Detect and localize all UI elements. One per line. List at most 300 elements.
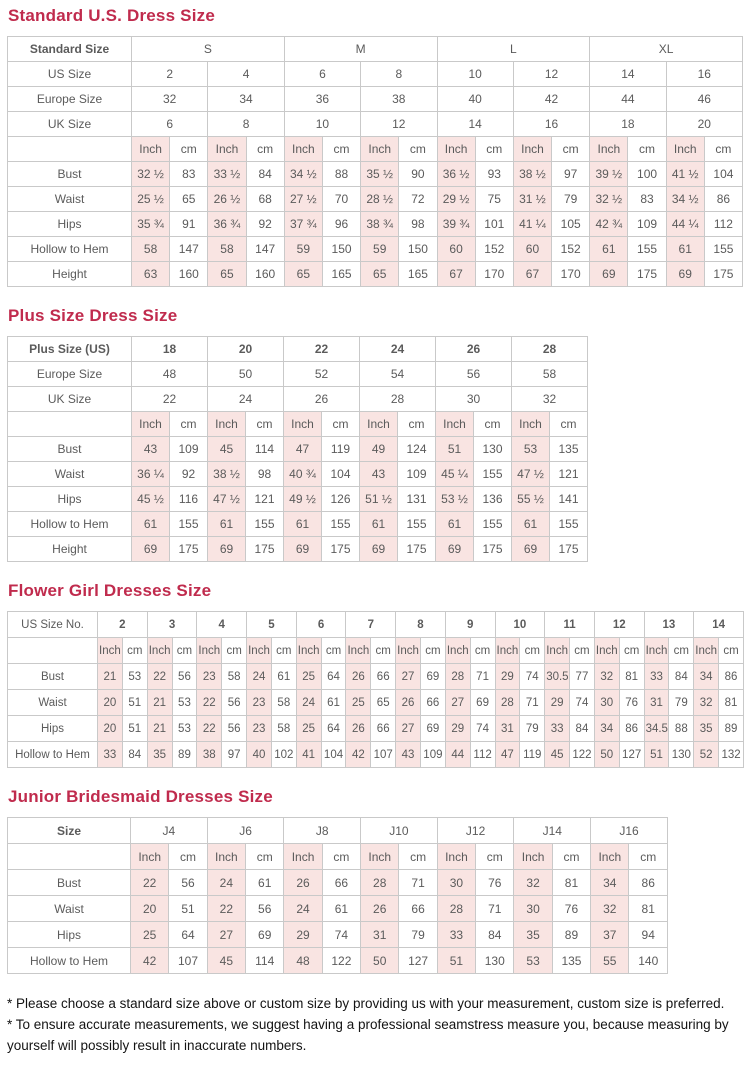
size-value-cell: 40 bbox=[437, 87, 513, 112]
inch-unit-header: Inch bbox=[284, 844, 322, 870]
measurement-inch-value: 69 bbox=[590, 262, 628, 287]
measurement-inch-value: 28 ½ bbox=[361, 187, 399, 212]
measurement-inch-value: 60 bbox=[437, 237, 475, 262]
measurement-inch-value: 26 bbox=[284, 870, 322, 896]
measurement-inch-value: 31 ½ bbox=[513, 187, 551, 212]
footnote-seamstress: * To ensure accurate measurements, we suggest having a professional seamstress measure you, because measuring by yourself will possibly result in inaccurate numbers. bbox=[7, 1017, 729, 1053]
measurement-cm-value: 53 bbox=[172, 716, 197, 742]
size-row-label: US Size bbox=[8, 62, 132, 87]
measurement-row-label: Bust bbox=[8, 437, 132, 462]
measurement-inch-value: 41 bbox=[296, 742, 321, 768]
flower-girl-dresses-size-table bbox=[7, 611, 744, 768]
size-value-cell: 32 bbox=[132, 87, 208, 112]
section-junior-bridesmaid-dresses-size bbox=[7, 787, 743, 974]
measurement-inch-value: 21 bbox=[98, 664, 123, 690]
measurement-row-label: Waist bbox=[8, 462, 132, 487]
measurement-cm-value: 64 bbox=[321, 664, 346, 690]
inch-unit-header: Inch bbox=[132, 412, 170, 437]
inch-unit-header: Inch bbox=[361, 844, 399, 870]
measurement-inch-value: 33 bbox=[644, 664, 669, 690]
cm-unit-header: cm bbox=[552, 137, 590, 162]
measurement-cm-value: 77 bbox=[570, 664, 595, 690]
measurement-inch-value: 27 ½ bbox=[284, 187, 322, 212]
measurement-cm-value: 84 bbox=[570, 716, 595, 742]
measurement-inch-value: 44 ¼ bbox=[666, 212, 704, 237]
measurement-row-label: Hollow to Hem bbox=[8, 512, 132, 537]
measurement-inch-value: 24 bbox=[284, 896, 322, 922]
unit-row-empty-label bbox=[8, 638, 98, 664]
measurement-cm-value: 150 bbox=[322, 237, 360, 262]
cm-unit-header: cm bbox=[552, 844, 590, 870]
standard-us-dress-size-table bbox=[7, 36, 743, 287]
measurement-cm-value: 86 bbox=[719, 664, 744, 690]
section-plus-size-dress-size bbox=[7, 306, 743, 562]
measurement-inch-value: 69 bbox=[360, 537, 398, 562]
measurement-inch-value: 47 ½ bbox=[512, 462, 550, 487]
measurement-cm-value: 119 bbox=[520, 742, 545, 768]
size-row-label: UK Size bbox=[8, 387, 132, 412]
measurement-cm-value: 152 bbox=[475, 237, 513, 262]
measurement-inch-value: 41 ¼ bbox=[513, 212, 551, 237]
size-value-cell: 24 bbox=[208, 387, 284, 412]
measurement-cm-value: 64 bbox=[321, 716, 346, 742]
size-value-cell: 22 bbox=[132, 387, 208, 412]
measurement-row-label: Height bbox=[8, 537, 132, 562]
measurement-cm-value: 56 bbox=[172, 664, 197, 690]
cm-unit-header: cm bbox=[169, 844, 207, 870]
measurement-inch-value: 69 bbox=[132, 537, 170, 562]
measurement-inch-value: 52 bbox=[694, 742, 719, 768]
size-value-cell: 50 bbox=[208, 362, 284, 387]
cm-unit-header: cm bbox=[399, 137, 437, 162]
measurement-cm-value: 88 bbox=[322, 162, 360, 187]
measurement-cm-value: 84 bbox=[122, 742, 147, 768]
measurement-inch-value: 35 ½ bbox=[361, 162, 399, 187]
inch-unit-header: Inch bbox=[594, 638, 619, 664]
measurement-inch-value: 38 ¾ bbox=[361, 212, 399, 237]
measurement-inch-value: 32 bbox=[514, 870, 552, 896]
measurement-row-label: Hips bbox=[8, 487, 132, 512]
measurement-cm-value: 140 bbox=[629, 948, 668, 974]
table-slot bbox=[7, 336, 743, 562]
size-value-cell: 13 bbox=[644, 612, 694, 638]
cm-unit-header: cm bbox=[476, 844, 514, 870]
size-value-cell: 8 bbox=[396, 612, 446, 638]
measurement-row-label: Bust bbox=[8, 664, 98, 690]
measurement-cm-value: 71 bbox=[520, 690, 545, 716]
measurement-cm-value: 147 bbox=[170, 237, 208, 262]
size-value-cell: J14 bbox=[514, 818, 591, 844]
measurement-inch-value: 41 ½ bbox=[666, 162, 704, 187]
measurement-inch-value: 29 bbox=[445, 716, 470, 742]
measurement-inch-value: 61 bbox=[590, 237, 628, 262]
measurement-inch-value: 22 bbox=[197, 716, 222, 742]
measurement-cm-value: 71 bbox=[399, 870, 437, 896]
measurement-inch-value: 32 bbox=[591, 896, 629, 922]
size-value-cell: 18 bbox=[132, 337, 208, 362]
table-slot bbox=[7, 611, 743, 768]
measurement-row-label: Bust bbox=[8, 162, 132, 187]
measurement-cm-value: 155 bbox=[550, 512, 588, 537]
measurement-cm-value: 155 bbox=[474, 462, 512, 487]
size-value-cell: 5 bbox=[247, 612, 297, 638]
measurement-inch-value: 25 bbox=[296, 716, 321, 742]
measurement-cm-value: 130 bbox=[476, 948, 514, 974]
measurement-inch-value: 61 bbox=[436, 512, 474, 537]
cm-unit-header: cm bbox=[371, 638, 396, 664]
cm-unit-header: cm bbox=[520, 638, 545, 664]
size-value-cell: 36 bbox=[284, 87, 360, 112]
measurement-cm-value: 136 bbox=[474, 487, 512, 512]
measurement-inch-value: 43 bbox=[132, 437, 170, 462]
measurement-cm-value: 141 bbox=[550, 487, 588, 512]
measurement-cm-value: 89 bbox=[719, 716, 744, 742]
cm-unit-header: cm bbox=[570, 638, 595, 664]
measurement-inch-value: 59 bbox=[361, 237, 399, 262]
measurement-inch-value: 34 bbox=[694, 664, 719, 690]
size-value-cell: J4 bbox=[131, 818, 208, 844]
measurement-inch-value: 22 bbox=[197, 690, 222, 716]
measurement-cm-value: 155 bbox=[246, 512, 284, 537]
measurement-inch-value: 28 bbox=[445, 664, 470, 690]
cm-unit-header: cm bbox=[550, 412, 588, 437]
measurement-cm-value: 56 bbox=[222, 690, 247, 716]
measurement-inch-value: 27 bbox=[445, 690, 470, 716]
size-value-cell: 2 bbox=[98, 612, 148, 638]
measurement-cm-value: 93 bbox=[475, 162, 513, 187]
size-value-cell: 8 bbox=[208, 112, 284, 137]
size-value-cell: 14 bbox=[590, 62, 666, 87]
measurement-cm-value: 56 bbox=[222, 716, 247, 742]
measurement-row-label: Bust bbox=[8, 870, 131, 896]
size-group-header: XL bbox=[590, 37, 743, 62]
measurement-cm-value: 65 bbox=[371, 690, 396, 716]
measurement-inch-value: 34.5 bbox=[644, 716, 669, 742]
measurement-inch-value: 32 ½ bbox=[132, 162, 170, 187]
size-row-label: Plus Size (US) bbox=[8, 337, 132, 362]
measurement-inch-value: 48 bbox=[284, 948, 322, 974]
size-value-cell: 44 bbox=[590, 87, 666, 112]
inch-unit-header: Inch bbox=[666, 137, 704, 162]
measurement-inch-value: 22 bbox=[207, 896, 245, 922]
measurement-cm-value: 127 bbox=[399, 948, 437, 974]
measurement-inch-value: 49 ½ bbox=[284, 487, 322, 512]
measurement-inch-value: 27 bbox=[396, 716, 421, 742]
measurement-cm-value: 175 bbox=[474, 537, 512, 562]
measurement-inch-value: 31 bbox=[495, 716, 520, 742]
size-value-cell: 6 bbox=[284, 62, 360, 87]
measurement-inch-value: 45 ½ bbox=[132, 487, 170, 512]
measurement-cm-value: 76 bbox=[476, 870, 514, 896]
measurement-inch-value: 21 bbox=[147, 690, 172, 716]
measurement-row-label: Hips bbox=[8, 716, 98, 742]
measurement-cm-value: 105 bbox=[552, 212, 590, 237]
cm-unit-header: cm bbox=[246, 412, 284, 437]
measurement-inch-value: 53 bbox=[512, 437, 550, 462]
measurement-cm-value: 86 bbox=[619, 716, 644, 742]
cm-unit-header: cm bbox=[669, 638, 694, 664]
measurement-cm-value: 66 bbox=[371, 716, 396, 742]
measurement-cm-value: 109 bbox=[170, 437, 208, 462]
measurement-inch-value: 45 bbox=[208, 437, 246, 462]
measurement-cm-value: 116 bbox=[170, 487, 208, 512]
measurement-row-label: Height bbox=[8, 262, 132, 287]
measurement-inch-value: 25 ½ bbox=[132, 187, 170, 212]
measurement-cm-value: 88 bbox=[669, 716, 694, 742]
measurement-cm-value: 66 bbox=[399, 896, 437, 922]
measurement-inch-value: 53 ½ bbox=[436, 487, 474, 512]
footnotes bbox=[7, 993, 743, 1056]
measurement-cm-value: 58 bbox=[222, 664, 247, 690]
measurement-inch-value: 61 bbox=[360, 512, 398, 537]
measurement-cm-value: 97 bbox=[552, 162, 590, 187]
measurement-cm-value: 107 bbox=[169, 948, 207, 974]
unit-row-empty-label bbox=[8, 137, 132, 162]
measurement-inch-value: 44 bbox=[445, 742, 470, 768]
cm-unit-header: cm bbox=[420, 638, 445, 664]
cm-unit-header: cm bbox=[271, 638, 296, 664]
cm-unit-header: cm bbox=[704, 137, 742, 162]
measurement-cm-value: 100 bbox=[628, 162, 666, 187]
size-value-cell: 10 bbox=[284, 112, 360, 137]
measurement-inch-value: 22 bbox=[131, 870, 169, 896]
inch-unit-header: Inch bbox=[437, 137, 475, 162]
measurement-cm-value: 94 bbox=[629, 922, 668, 948]
inch-unit-header: Inch bbox=[591, 844, 629, 870]
measurement-inch-value: 43 bbox=[396, 742, 421, 768]
cm-unit-header: cm bbox=[628, 137, 666, 162]
inch-unit-header: Inch bbox=[296, 638, 321, 664]
measurement-cm-value: 74 bbox=[570, 690, 595, 716]
cm-unit-header: cm bbox=[322, 137, 360, 162]
plus-size-dress-size-table bbox=[7, 336, 588, 562]
inch-unit-header: Inch bbox=[207, 844, 245, 870]
measurement-inch-value: 61 bbox=[208, 512, 246, 537]
junior-bridesmaid-dresses-size-table bbox=[7, 817, 668, 974]
measurement-cm-value: 83 bbox=[628, 187, 666, 212]
measurement-cm-value: 175 bbox=[246, 537, 284, 562]
measurement-cm-value: 79 bbox=[399, 922, 437, 948]
measurement-cm-value: 165 bbox=[322, 262, 360, 287]
measurement-inch-value: 38 ½ bbox=[513, 162, 551, 187]
cm-unit-header: cm bbox=[398, 412, 436, 437]
measurement-inch-value: 30 bbox=[594, 690, 619, 716]
measurement-cm-value: 155 bbox=[628, 237, 666, 262]
measurement-cm-value: 84 bbox=[669, 664, 694, 690]
size-row-label: Size bbox=[8, 818, 131, 844]
measurement-inch-value: 23 bbox=[247, 716, 272, 742]
cm-unit-header: cm bbox=[170, 137, 208, 162]
measurement-inch-value: 51 bbox=[437, 948, 475, 974]
measurement-cm-value: 66 bbox=[371, 664, 396, 690]
measurement-cm-value: 90 bbox=[399, 162, 437, 187]
measurement-inch-value: 24 bbox=[207, 870, 245, 896]
section-standard-us-dress-size bbox=[7, 6, 743, 287]
inch-unit-header: Inch bbox=[512, 412, 550, 437]
measurement-cm-value: 68 bbox=[246, 187, 284, 212]
size-value-cell: 28 bbox=[512, 337, 588, 362]
size-value-cell: 38 bbox=[361, 87, 437, 112]
measurement-cm-value: 155 bbox=[322, 512, 360, 537]
measurement-row-label: Waist bbox=[8, 690, 98, 716]
measurement-cm-value: 147 bbox=[246, 237, 284, 262]
measurement-cm-value: 121 bbox=[550, 462, 588, 487]
inch-unit-header: Inch bbox=[644, 638, 669, 664]
measurement-cm-value: 81 bbox=[629, 896, 668, 922]
measurement-inch-value: 51 bbox=[644, 742, 669, 768]
measurement-cm-value: 92 bbox=[170, 462, 208, 487]
size-value-cell: 56 bbox=[436, 362, 512, 387]
measurement-cm-value: 72 bbox=[399, 187, 437, 212]
cm-unit-header: cm bbox=[475, 137, 513, 162]
size-value-cell: 30 bbox=[436, 387, 512, 412]
measurement-cm-value: 121 bbox=[246, 487, 284, 512]
measurement-inch-value: 36 ½ bbox=[437, 162, 475, 187]
size-value-cell: 7 bbox=[346, 612, 396, 638]
measurement-cm-value: 61 bbox=[271, 664, 296, 690]
inch-unit-header: Inch bbox=[360, 412, 398, 437]
measurement-cm-value: 61 bbox=[321, 690, 346, 716]
measurement-cm-value: 84 bbox=[246, 162, 284, 187]
measurement-cm-value: 74 bbox=[520, 664, 545, 690]
measurement-inch-value: 59 bbox=[284, 237, 322, 262]
size-value-cell: 10 bbox=[437, 62, 513, 87]
measurement-cm-value: 79 bbox=[669, 690, 694, 716]
measurement-inch-value: 39 ½ bbox=[590, 162, 628, 187]
measurement-cm-value: 71 bbox=[476, 896, 514, 922]
inch-unit-header: Inch bbox=[346, 638, 371, 664]
size-value-cell: 12 bbox=[361, 112, 437, 137]
size-value-cell: J6 bbox=[207, 818, 284, 844]
measurement-cm-value: 69 bbox=[246, 922, 284, 948]
measurement-inch-value: 34 ½ bbox=[284, 162, 322, 187]
size-value-cell: 6 bbox=[296, 612, 346, 638]
measurement-inch-value: 26 bbox=[396, 690, 421, 716]
measurement-inch-value: 37 ¾ bbox=[284, 212, 322, 237]
cm-unit-header: cm bbox=[719, 638, 744, 664]
measurement-inch-value: 21 bbox=[147, 716, 172, 742]
measurement-inch-value: 29 bbox=[495, 664, 520, 690]
size-value-cell: 20 bbox=[208, 337, 284, 362]
measurement-cm-value: 122 bbox=[322, 948, 360, 974]
column-header-label: Standard Size bbox=[8, 37, 132, 62]
measurement-cm-value: 69 bbox=[420, 664, 445, 690]
measurement-inch-value: 28 bbox=[437, 896, 475, 922]
measurement-cm-value: 107 bbox=[371, 742, 396, 768]
measurement-inch-value: 53 bbox=[514, 948, 552, 974]
measurement-inch-value: 30.5 bbox=[545, 664, 570, 690]
cm-unit-header: cm bbox=[322, 844, 360, 870]
measurement-inch-value: 58 bbox=[132, 237, 170, 262]
measurement-row-label: Hollow to Hem bbox=[8, 948, 131, 974]
inch-unit-header: Inch bbox=[247, 638, 272, 664]
measurement-cm-value: 130 bbox=[474, 437, 512, 462]
cm-unit-header: cm bbox=[629, 844, 668, 870]
inch-unit-header: Inch bbox=[437, 844, 475, 870]
measurement-cm-value: 104 bbox=[321, 742, 346, 768]
measurement-cm-value: 96 bbox=[322, 212, 360, 237]
measurement-inch-value: 42 ¾ bbox=[590, 212, 628, 237]
measurement-inch-value: 69 bbox=[208, 537, 246, 562]
measurement-inch-value: 65 bbox=[361, 262, 399, 287]
measurement-cm-value: 175 bbox=[550, 537, 588, 562]
size-row-label: Europe Size bbox=[8, 87, 132, 112]
size-value-cell: 18 bbox=[590, 112, 666, 137]
measurement-row-label: Waist bbox=[8, 187, 132, 212]
table-slot bbox=[7, 36, 743, 287]
measurement-inch-value: 28 bbox=[361, 870, 399, 896]
measurement-row-label: Hollow to Hem bbox=[8, 742, 98, 768]
measurement-inch-value: 40 bbox=[247, 742, 272, 768]
inch-unit-header: Inch bbox=[284, 412, 322, 437]
size-row-label: Europe Size bbox=[8, 362, 132, 387]
size-group-header: M bbox=[284, 37, 437, 62]
measurement-cm-value: 155 bbox=[170, 512, 208, 537]
measurement-cm-value: 71 bbox=[470, 664, 495, 690]
measurement-inch-value: 61 bbox=[666, 237, 704, 262]
measurement-cm-value: 175 bbox=[398, 537, 436, 562]
measurement-inch-value: 32 ½ bbox=[590, 187, 628, 212]
measurement-inch-value: 61 bbox=[284, 512, 322, 537]
measurement-cm-value: 92 bbox=[246, 212, 284, 237]
measurement-cm-value: 84 bbox=[476, 922, 514, 948]
measurement-inch-value: 65 bbox=[208, 262, 246, 287]
measurement-inch-value: 40 ¾ bbox=[284, 462, 322, 487]
measurement-cm-value: 86 bbox=[629, 870, 668, 896]
measurement-inch-value: 34 bbox=[591, 870, 629, 896]
size-group-header: L bbox=[437, 37, 590, 62]
measurement-inch-value: 37 bbox=[591, 922, 629, 948]
cm-unit-header: cm bbox=[172, 638, 197, 664]
measurement-cm-value: 112 bbox=[704, 212, 742, 237]
size-value-cell: 12 bbox=[513, 62, 589, 87]
measurement-cm-value: 175 bbox=[704, 262, 742, 287]
measurement-cm-value: 53 bbox=[122, 664, 147, 690]
measurement-inch-value: 33 ½ bbox=[208, 162, 246, 187]
measurement-inch-value: 31 bbox=[644, 690, 669, 716]
measurement-cm-value: 81 bbox=[552, 870, 590, 896]
measurement-inch-value: 61 bbox=[132, 512, 170, 537]
measurement-cm-value: 109 bbox=[628, 212, 666, 237]
measurement-inch-value: 43 bbox=[360, 462, 398, 487]
measurement-cm-value: 119 bbox=[322, 437, 360, 462]
measurement-cm-value: 76 bbox=[619, 690, 644, 716]
size-value-cell: 8 bbox=[361, 62, 437, 87]
measurement-cm-value: 114 bbox=[246, 437, 284, 462]
measurement-cm-value: 101 bbox=[475, 212, 513, 237]
size-value-cell: 4 bbox=[197, 612, 247, 638]
measurement-inch-value: 50 bbox=[594, 742, 619, 768]
measurement-cm-value: 70 bbox=[322, 187, 360, 212]
size-value-cell: 32 bbox=[512, 387, 588, 412]
measurement-inch-value: 69 bbox=[666, 262, 704, 287]
measurement-inch-value: 28 bbox=[495, 690, 520, 716]
inch-unit-header: Inch bbox=[131, 844, 169, 870]
size-value-cell: 16 bbox=[666, 62, 742, 87]
measurement-cm-value: 81 bbox=[619, 664, 644, 690]
measurement-cm-value: 61 bbox=[322, 896, 360, 922]
measurement-cm-value: 58 bbox=[271, 690, 296, 716]
measurement-inch-value: 67 bbox=[437, 262, 475, 287]
measurement-cm-value: 89 bbox=[172, 742, 197, 768]
inch-unit-header: Inch bbox=[514, 844, 552, 870]
size-group-header: S bbox=[132, 37, 285, 62]
measurement-inch-value: 39 ¾ bbox=[437, 212, 475, 237]
cm-unit-header: cm bbox=[246, 844, 284, 870]
measurement-cm-value: 65 bbox=[170, 187, 208, 212]
inch-unit-header: Inch bbox=[197, 638, 222, 664]
inch-unit-header: Inch bbox=[284, 137, 322, 162]
